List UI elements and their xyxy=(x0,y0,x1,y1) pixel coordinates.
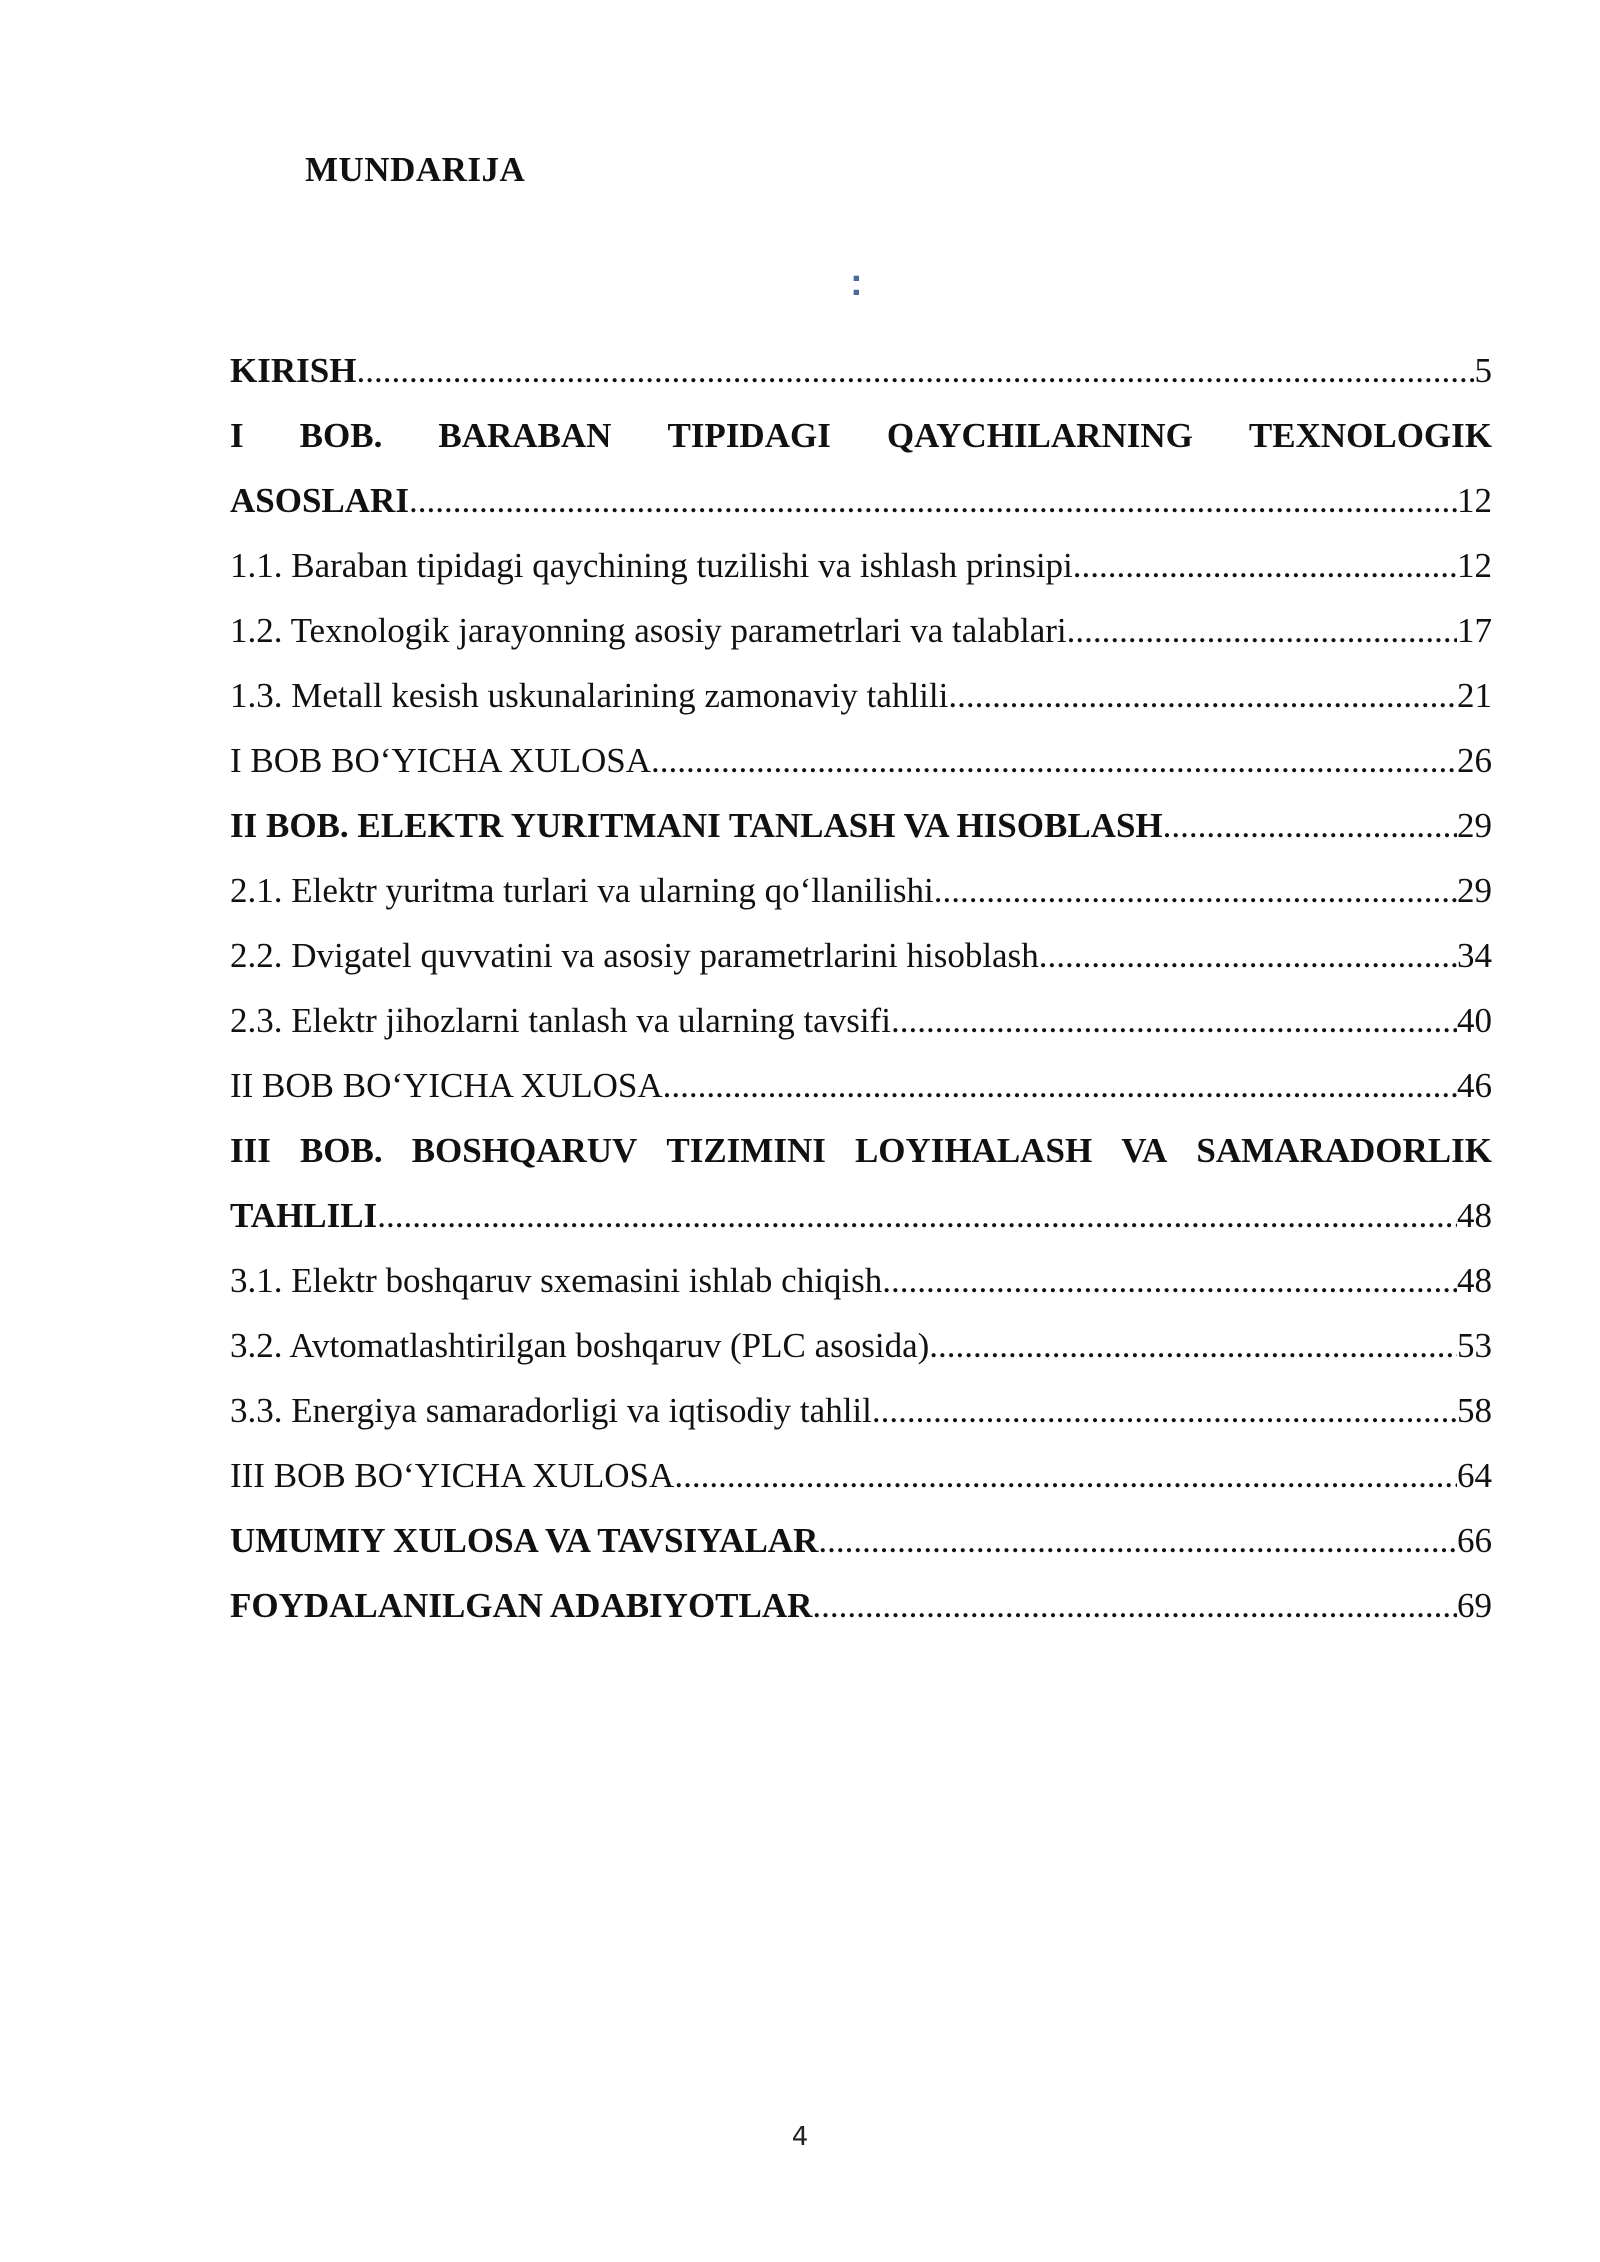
toc-heading-word: I xyxy=(230,416,244,455)
dot-leader xyxy=(929,1313,1457,1378)
toc-entry-page: 29 xyxy=(1457,806,1492,845)
toc-heading-word: TEXNOLOGIK xyxy=(1248,416,1492,455)
toc-heading-word: TIPIDAGI xyxy=(667,416,831,455)
dot-leader xyxy=(651,728,1457,793)
toc-entry[interactable] xyxy=(230,338,1492,403)
toc-entry-page: 40 xyxy=(1457,1001,1492,1040)
toc-heading-word: BOSHQARUV xyxy=(411,1131,638,1170)
toc-entry-heading-line xyxy=(230,1118,1492,1183)
toc-entry-page: 12 xyxy=(1457,481,1492,520)
toc-entry-page: 48 xyxy=(1457,1261,1492,1300)
toc-entry-heading-line xyxy=(230,403,1492,468)
dot-leader xyxy=(663,1053,1457,1118)
toc-entry-page: 46 xyxy=(1457,1066,1492,1105)
dot-leader xyxy=(1067,598,1457,663)
toc-entry-page: 66 xyxy=(1457,1521,1492,1560)
toc-entry[interactable] xyxy=(230,533,1492,598)
toc-heading-word: LOYIHALASH xyxy=(854,1131,1093,1170)
toc-entry-page: 48 xyxy=(1457,1196,1492,1235)
toc-heading-word: BARABAN xyxy=(438,416,612,455)
toc-entry[interactable] xyxy=(230,1313,1492,1378)
toc-entry-page: 29 xyxy=(1457,871,1492,910)
toc-entry-label: 2.2. Dvigatel quvvatini va asosiy parametrlarini hisoblash xyxy=(230,936,1039,975)
toc-entry[interactable] xyxy=(230,728,1492,793)
toc-entry-page: 53 xyxy=(1457,1326,1492,1365)
toc-entry[interactable] xyxy=(230,1378,1492,1443)
toc-entry-label: II BOB BO‘YICHA XULOSA xyxy=(230,1066,663,1105)
dot-leader xyxy=(1073,533,1457,598)
toc-entry-label: 2.1. Elektr yuritma turlari va ularning qo‘llanilishi xyxy=(230,871,934,910)
dot-leader xyxy=(872,1378,1457,1443)
toc-entry[interactable] xyxy=(230,663,1492,728)
toc-entry[interactable] xyxy=(230,793,1492,858)
toc-entry-label: II BOB. ELEKTR YURITMANI TANLASH VA HISOBLASH xyxy=(230,806,1163,845)
toc-entry-label: 3.1. Elektr boshqaruv sxemasini ishlab chiqish xyxy=(230,1261,883,1300)
toc-entry-page: 21 xyxy=(1457,676,1492,715)
page-number: 4 xyxy=(791,2122,809,2152)
toc-entry-label: 1.1. Baraban tipidagi qaychining tuzilishi va ishlash prinsipi xyxy=(230,546,1073,585)
toc-entry[interactable] xyxy=(230,1573,1492,1638)
dot-leader xyxy=(891,988,1457,1053)
toc-entry-label: 3.3. Energiya samaradorligi va iqtisodiy tahlil xyxy=(230,1391,872,1430)
toc-entry-label: 1.3. Metall kesish uskunalarining zamonaviy tahlili xyxy=(230,676,949,715)
toc-entry-page: 58 xyxy=(1457,1391,1492,1430)
dot-leader xyxy=(948,663,1457,728)
toc-entry-page: 26 xyxy=(1457,741,1492,780)
toc-entry[interactable] xyxy=(230,468,1492,533)
toc-entry[interactable] xyxy=(230,988,1492,1053)
toc-heading-word: SAMARADORLIK xyxy=(1196,1131,1492,1170)
toc-entry[interactable] xyxy=(230,1183,1492,1248)
toc-heading-word: VA xyxy=(1121,1131,1168,1170)
toc-entry-page: 12 xyxy=(1457,546,1492,585)
toc-entry[interactable] xyxy=(230,598,1492,663)
page-title: MUNDARIJA xyxy=(305,150,526,189)
toc-heading-word: BOB. xyxy=(299,1131,383,1170)
toc-entry-page: 69 xyxy=(1457,1586,1492,1625)
toc-entry-label: 2.3. Elektr jihozlarni tanlash va ularning tavsifi xyxy=(230,1001,891,1040)
colon-mark: : xyxy=(850,262,863,304)
dot-leader xyxy=(818,1508,1457,1573)
toc-entry[interactable] xyxy=(230,1248,1492,1313)
toc-entry-label: UMUMIY XULOSA VA TAVSIYALAR xyxy=(230,1521,819,1560)
toc-entry-label: KIRISH xyxy=(230,351,357,390)
toc-heading-word: QAYCHILARNING xyxy=(886,416,1193,455)
toc-entry[interactable] xyxy=(230,1508,1492,1573)
toc-heading-word: TIZIMINI xyxy=(666,1131,826,1170)
toc-entry[interactable] xyxy=(230,923,1492,988)
dot-leader xyxy=(377,1183,1457,1248)
dot-leader xyxy=(674,1443,1457,1508)
toc-entry[interactable] xyxy=(230,1053,1492,1118)
dot-leader xyxy=(356,338,1474,403)
toc-entry-page: 17 xyxy=(1457,611,1492,650)
toc-entry-label: 1.2. Texnologik jarayonning asosiy parametrlari va talablari xyxy=(230,611,1067,650)
dot-leader xyxy=(409,468,1457,533)
toc-entry-label: III BOB BO‘YICHA XULOSA xyxy=(230,1456,675,1495)
toc-entry[interactable] xyxy=(230,858,1492,923)
toc-entry-label: TAHLILI xyxy=(230,1196,378,1235)
dot-leader xyxy=(934,858,1457,923)
toc-heading-word: BOB. xyxy=(299,416,383,455)
toc-entry-page: 5 xyxy=(1474,351,1492,390)
toc-entry-label: ASOSLARI xyxy=(230,481,409,520)
dot-leader xyxy=(882,1248,1457,1313)
dot-leader xyxy=(1039,923,1457,988)
toc-entry-label: FOYDALANILGAN ADABIYOTLAR xyxy=(230,1586,813,1625)
toc-heading-word: III xyxy=(230,1131,271,1170)
dot-leader xyxy=(812,1573,1457,1638)
toc-entry-page: 64 xyxy=(1457,1456,1492,1495)
toc-entry[interactable] xyxy=(230,1443,1492,1508)
toc-entry-label: 3.2. Avtomatlashtirilgan boshqaruv (PLC asosida) xyxy=(230,1326,930,1365)
toc-entry-page: 34 xyxy=(1457,936,1492,975)
dot-leader xyxy=(1163,793,1457,858)
toc-entry-label: I BOB BO‘YICHA XULOSA xyxy=(230,741,651,780)
table-of-contents xyxy=(230,338,1492,1638)
